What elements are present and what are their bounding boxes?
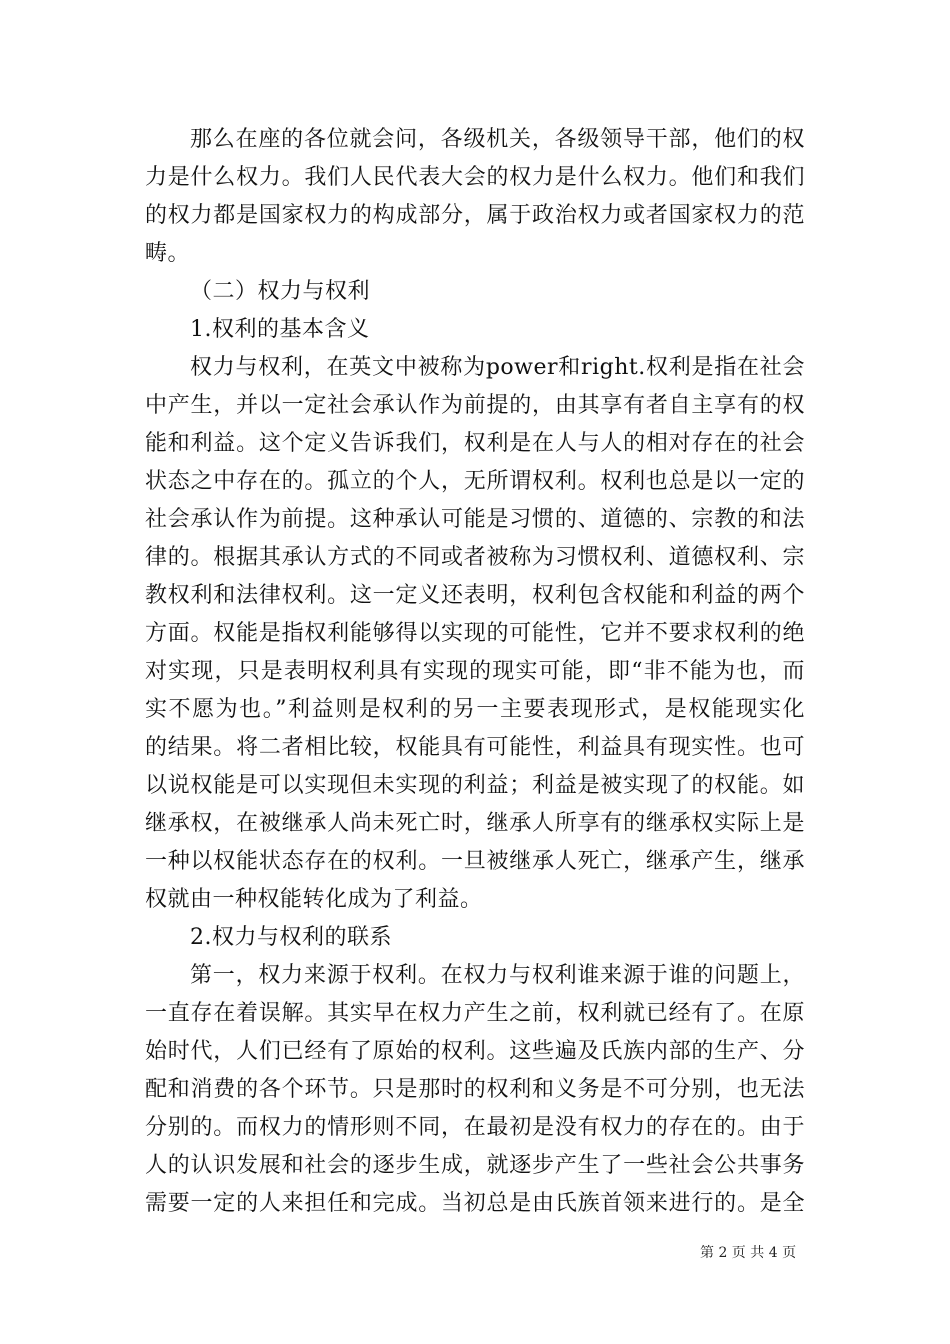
text-line: 以说权能是可以实现但未实现的利益；利益是被实现了的权能。如 [145,773,805,798]
text-line: 对实现，只是表明权利具有实现的现实可能，即“非不能为也，而 [145,659,805,684]
text-line: 畴。 [145,241,191,266]
text-line: 社会承认作为前提。这种承认可能是习惯的、道德的、宗教的和法 [145,507,805,532]
subsection-heading: 2.权力与权利的联系 [190,925,392,950]
text-line: 实不愿为也。”利益则是权利的另一主要表现形式，是权能现实化 [145,697,805,722]
text-line: 配和消费的各个环节。只是那时的权利和义务是不可分别，也无法 [145,1077,805,1102]
text-line: 能和利益。这个定义告诉我们，权利是在人与人的相对存在的社会 [145,431,805,456]
text-line: 状态之中存在的。孤立的个人，无所谓权利。权利也总是以一定的 [145,469,805,494]
text-line: 权就由一种权能转化成为了利益。 [145,887,483,912]
text-line: 人的认识发展和社会的逐步生成，就逐步产生了一些社会公共事务 [145,1153,805,1178]
text-line: 分别的。而权力的情形则不同，在最初是没有权力的存在的。由于 [145,1115,805,1140]
text-line: 方面。权能是指权利能够得以实现的可能性，它并不要求权利的绝 [145,621,805,646]
text-line: 权力与权利，在英文中被称为power和right.权利是指在社会 [190,355,805,380]
text-line: 中产生，并以一定社会承认作为前提的，由其享有者自主享有的权 [145,393,805,418]
text-line: 的结果。将二者相比较，权能具有可能性，利益具有现实性。也可 [145,735,805,760]
text-line: 一种以权能状态存在的权利。一旦被继承人死亡，继承产生，继承 [145,849,805,874]
subsection-heading: 1.权利的基本含义 [190,317,370,342]
text-line: 需要一定的人来担任和完成。当初总是由氏族首领来进行的。是全 [145,1191,805,1216]
text-line: 律的。根据其承认方式的不同或者被称为习惯权利、道德权利、宗 [145,545,805,570]
page-number: 第 2 页 共 4 页 [700,1245,797,1261]
text-line: 力是什么权力。我们人民代表大会的权力是什么权力。他们和我们 [145,165,805,190]
text-line: 继承权，在被继承人尚未死亡时，继承人所享有的继承权实际上是 [145,811,805,836]
section-heading: （二）权力与权利 [190,279,371,304]
text-line: 的权力都是国家权力的构成部分，属于政治权力或者国家权力的范 [145,203,805,228]
text-line: 第一，权力来源于权利。在权力与权利谁来源于谁的问题上， [190,963,805,988]
text-line: 那么在座的各位就会问，各级机关，各级领导干部，他们的权 [190,127,805,152]
text-line: 教权利和法律权利。这一定义还表明，权利包含权能和利益的两个 [145,583,805,608]
text-line: 一直存在着误解。其实早在权力产生之前，权利就已经有了。在原 [145,1001,805,1026]
text-line: 始时代，人们已经有了原始的权利。这些遍及氏族内部的生产、分 [145,1039,805,1064]
